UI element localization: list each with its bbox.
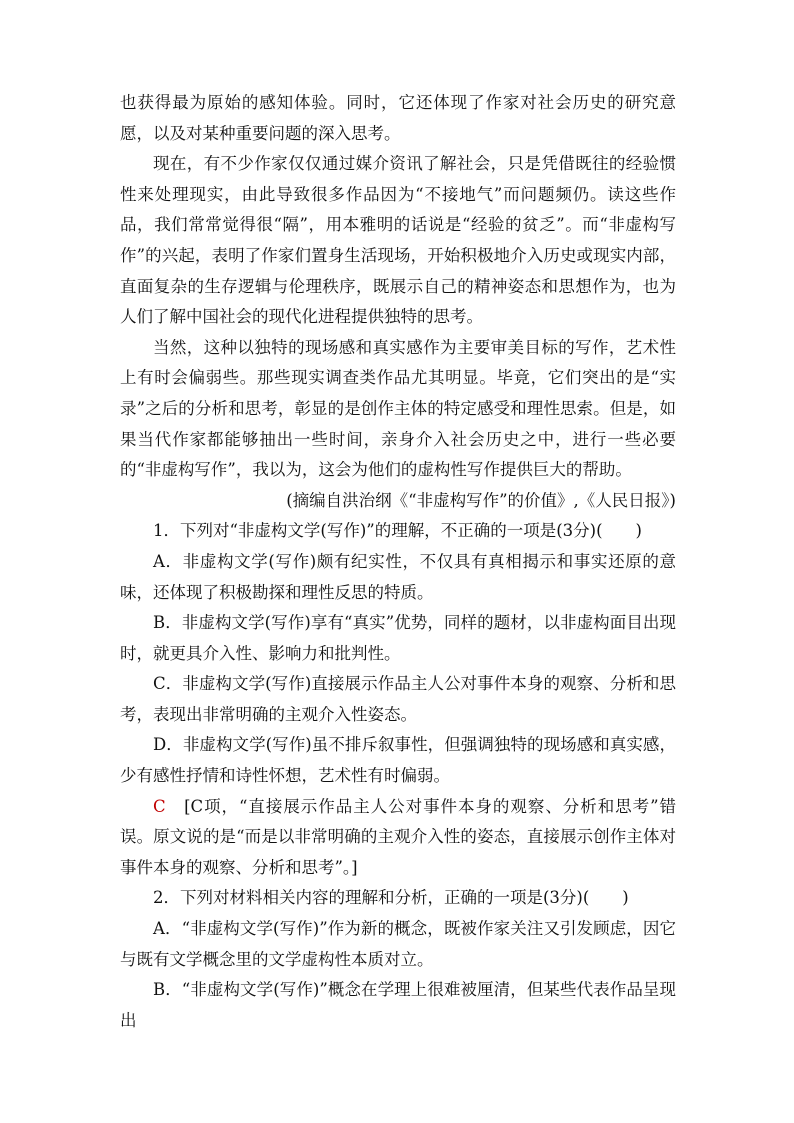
question-1-option-a: A．非虚构文学(写作)颇有纪实性，不仅具有真相揭示和事实还原的意味，还体现了积极勘探和理性反思的特质。 [120, 551, 676, 602]
question-1-stem: 1．下列对“非虚构文学(写作)”的理解，不正确的一项是(3分)( ) [153, 521, 642, 541]
question-1-answer [120, 792, 676, 884]
paragraph-2: 现在，有不少作家仅仅通过媒介资讯了解社会，只是凭借既往的经验惯性来处理现实，由此导致很多作品因为“不接地气”而问题频仍。读这些作品，我们常常觉得很“隔”，用本雅明的话说是“经验的贫乏”。而“非虚构写作”的兴起，表明了作家们置身生活现场，开始积极地介入历史或现实内部，直面复杂的生存逻辑与伦理秩序，既展示自己的精神姿态和思想作为，也为人们了解中国社会的现代化进程提供独特的思考。 [120, 154, 676, 327]
paragraph-3: 当然，这种以独特的现场感和真实感作为主要审美目标的写作，艺术性上有时会偏弱些。那些现实调查类作品尤其明显。毕竟，它们突出的是“实录”之后的分析和思考，彰显的是创作主体的特定感受和理性思索。但是，如果当代作家都能够抽出一些时间，亲身介入社会历史之中，进行一些必要的“非虚构写作”，我以为，这会为他们的虚构性写作提供巨大的帮助。 [120, 337, 676, 480]
document-body [120, 88, 676, 1036]
answer-letter: C [153, 796, 166, 816]
question-2-stem: 2．下列对材料相关内容的理解和分析，正确的一项是(3分)( ) [153, 888, 629, 908]
question-1-option-d: D．非虚构文学(写作)虽不排斥叙事性，但强调独特的现场感和真实感，少有感性抒情和诗性怀想，艺术性有时偏弱。 [120, 735, 676, 786]
source-citation: (摘编自洪治纲《“非虚构写作”的价值》,《人民日报》) [286, 490, 676, 510]
question-1-option-c: C．非虚构文学(写作)直接展示作品主人公对事件本身的观察、分析和思考，表现出非常明确的主观介入性姿态。 [120, 674, 676, 724]
paragraph-continued: 也获得最为原始的感知体验。同时，它还体现了作家对社会历史的研究意愿，以及对某种重要问题的深入思考。 [120, 93, 676, 143]
answer-explanation: [C项，“直接展示作品主人公对事件本身的观察、分析和思考”错误。原文说的是“而是以非常明确的主观介入性的姿态，直接展示创作主体对事件本身的观察、分析和思考”。] [120, 796, 677, 877]
question-2-option-b: B．“非虚构文学(写作)”概念在学理上很难被厘清，但某些代表作品呈现出 [120, 980, 676, 1030]
question-1-option-b: B．非虚构文学(写作)享有“真实”优势，同样的题材，以非虚构面目出现时，就更具介入性、影响力和批判性。 [120, 613, 676, 663]
question-2-option-a: A．“非虚构文学(写作)”作为新的概念，既被作家关注又引发顾虑，因它与既有文学概念里的文学虚构性本质对立。 [120, 919, 676, 969]
